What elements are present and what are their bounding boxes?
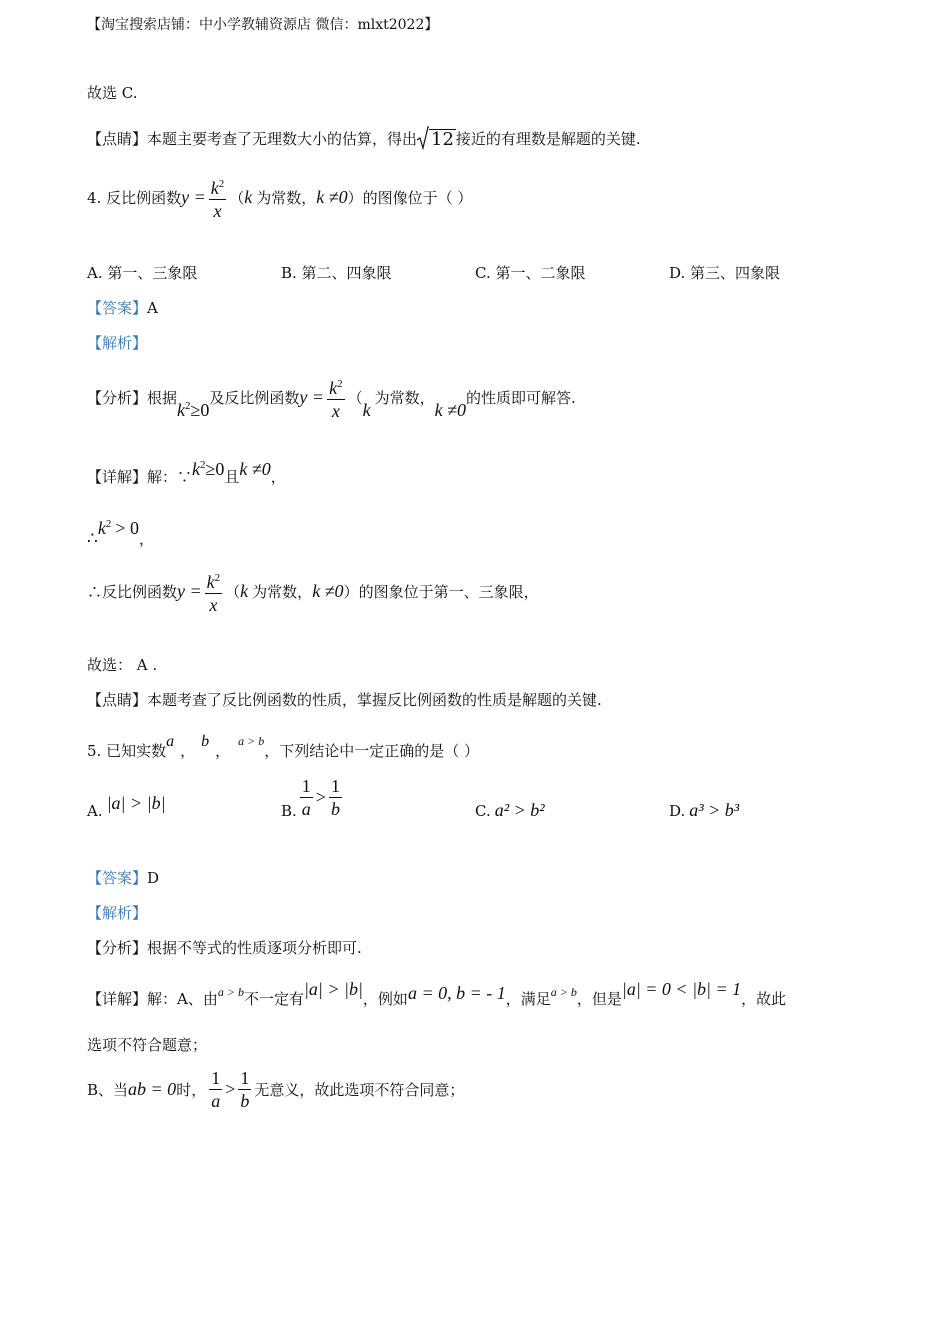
q4-analysis [87,374,576,421]
detail-prefix: 【详解】解：∵ [87,468,193,486]
frac-1-over-b-2: $\frac{1}{b}$ [240,1068,250,1111]
frac-num: k [210,178,219,198]
func-lhs-2: y = [299,387,325,407]
therefore-sign: ∴ [87,528,98,549]
var-b: b [201,732,210,750]
therefore2-prefix: ∴反比例函数 [87,583,178,601]
q5-stem-suffix: ，下列结论中一定正确的是（ ） [264,742,480,760]
cond-1: a > b [217,985,244,999]
q5-options [87,776,867,821]
frac-1-over-b: $\frac{1}{b}$ [330,776,340,819]
q5-detail-mid3: ，满足 [505,990,551,1008]
b-mid: 时， [176,1081,207,1099]
q5-comma-1: ， [180,742,196,760]
frac-1-over-a-2: $\frac{1}{a}$ [211,1068,221,1111]
answer-tag: 【答案】 [87,299,148,317]
var-k-3: k [240,581,249,601]
q3-conclusion: 故选 C. [87,84,138,102]
q4-option-a: A. 第一、三象限 [87,264,198,282]
and-text: 且 [224,468,240,486]
frac-1-over-a: $\frac{1}{a}$ [301,776,311,819]
var-k: k [244,187,253,207]
example: a = 0, b = - 1 [407,983,506,1003]
q4-therefore-1 [87,508,154,549]
q5-stem-prefix: 5. 已知实数 [87,742,167,760]
b-suffix: 无意义，故此选项不符合同意； [254,1081,465,1099]
cond-a-gt-b: a > b [238,734,265,748]
q4-options [87,262,867,283]
frac-den: x [213,201,222,221]
var-a: a [166,732,175,750]
geq-zero: ≥0 [190,400,210,420]
comma-2: ， [138,530,154,548]
var-k-2: k [362,400,371,420]
sqrt-sign-icon [417,126,429,150]
const-text-3: 为常数， [252,583,313,601]
q5-answer-value: D [147,868,160,887]
q5-detail-mid4: ，但是 [576,990,622,1008]
abs-ineq: |a| > |b| [303,979,363,999]
opt-c-expr: a² > b² [494,800,545,820]
q4-option-c: C. 第一、二象限 [475,264,586,282]
q5-detail-mid1: 不一定有 [243,990,304,1008]
q4-analysis-tag: 【解析】 [87,334,148,352]
k-neq0-3: k ≠0 [239,459,271,479]
func-lhs-3: y = [177,581,202,601]
sqrt-radicand: 12 [431,129,454,150]
q4-therefore-2 [87,568,539,615]
paren-open-3: （ [225,583,241,601]
q5-b-line [87,1068,464,1111]
q4-stem-prefix: 4. 反比例函数 [87,189,182,207]
q5-comma-2: ， [215,742,231,760]
paren-open: （ [229,189,245,207]
answer-value: A [147,298,158,317]
opt-a-expr: |a| > |b| [106,793,166,813]
q4-answer [87,297,158,318]
cond-2: a > b [550,985,577,999]
gt-zero: > 0 [115,518,139,538]
ab-zero: ab = 0 [128,1079,177,1099]
q3-comment-suffix: 接近的有理数是解题的关键. [455,129,641,148]
k-squared-3: $k^2$ [192,459,206,479]
q3-comment [87,126,641,150]
detail-comma: ， [270,468,286,486]
q3-comment-prefix: 【点睛】本题主要考查了无理数大小的估算，得出 [87,129,418,148]
b-prefix: B、当 [87,1081,129,1099]
q4-choose: 故选： A . [87,656,158,674]
k-neq-zero: k ≠0 [316,187,348,207]
q5-analysis: 【分析】根据不等式的性质逐项分析即可. [87,939,362,957]
q5-option-c: C. a² > b² [475,800,545,820]
gt-sign: > [315,787,326,807]
paren-open-2: （ [347,389,363,407]
analysis-suffix: 的性质即可解答. [465,389,576,407]
k-neq-zero-2: k ≠0 [434,400,466,420]
therefore2-suffix: ）的图象位于第一、三象限， [343,583,539,601]
opt-d-expr: a³ > b³ [689,800,740,820]
q5-detail-cont: 选项不符合题意； [87,1036,208,1054]
sqrt-12 [417,126,456,150]
analysis-prefix: 【分析】根据 [87,389,178,407]
k-squared-4: $k^2$ [97,518,112,538]
q5-detail-end: ，故此 [741,990,787,1008]
analysis-mid: 及反比例函数 [209,389,300,407]
q5-answer-tag: 【答案】 [87,869,148,887]
q4-comment: 【点睛】本题考查了反比例函数的性质，掌握反比例函数的性质是解题的关键. [87,691,602,709]
func-lhs: y = [181,187,206,207]
q5-option-b: B. $\frac{1}{a}$ > $\frac{1}{b}$ [281,776,340,820]
frac-exp: 2 [218,178,225,190]
fraction-k2-over-x-3: $\frac{k^2}{x}$ [205,568,223,615]
q5-option-a: A. |a| > |b| [87,793,166,820]
q5-answer [87,867,159,888]
q4-stem [87,174,472,221]
q4-detail [87,452,286,487]
q4-option-d: D. 第三、四象限 [669,264,781,282]
page-header: 【淘宝搜索店铺：中小学教辅资源店 微信：mlxt2022】 [87,17,439,33]
q4-option-b: B. 第二、四象限 [281,264,392,282]
fraction-k2-over-x-2: $\frac{k^2}{x}$ [327,374,345,421]
counter-example: |a| = 0 < |b| = 1 [621,979,742,999]
const-text: 为常数， [256,189,317,207]
q5-analysis-tag: 【解析】 [87,904,148,922]
k-squared: $k^2$ [177,400,191,420]
fraction-k2-over-x [209,174,227,221]
q5-stem [87,722,479,761]
const-text-2: 为常数， [374,389,435,407]
q5-option-d: D. a³ > b³ [669,800,740,820]
k-neq-zero-3: k ≠0 [312,581,344,601]
q5-detail-mid2: ，例如 [362,990,408,1008]
gt-sign-2: > [225,1079,236,1099]
geq-zero-3: ≥0 [205,459,225,479]
q5-detail [87,970,786,1009]
q5-detail-prefix: 【详解】解：A、由 [87,990,218,1008]
q4-stem-suffix: ）的图像位于（ ） [347,189,473,207]
